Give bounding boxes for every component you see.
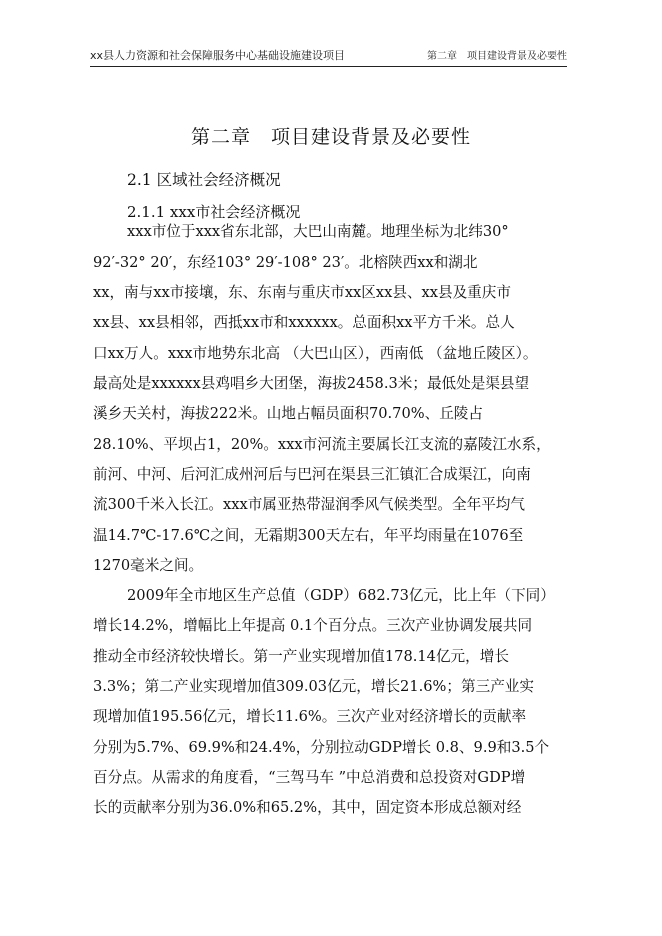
paragraph-line: 长的贡献率分别为36.0%和65.2%，其中，固定资本形成总额对经 <box>93 799 522 816</box>
header-project-title: xx县人力资源和社会保障服务中心基础设施建设项目 <box>90 49 346 62</box>
paragraph-line: xx县、xx县相邻，西抵xx市和xxxxxx。总面积xx平方千米。总人 <box>93 314 515 331</box>
paragraph-line: xx，南与xx市接壤，东、东南与重庆市xx区xx县、xx县及重庆市 <box>93 284 511 301</box>
paragraph-line: 口xx万人。xxx市地势东北高 （大巴山区），西南低 （盆地丘陵区）。 <box>93 345 538 362</box>
paragraph-line: 28.10%、平坝占1，20%。xxx市河流主要属长江支流的嘉陵江水系， <box>93 436 551 453</box>
paragraph-line: 前河、中河、后河汇成州河后与巴河在渠县三汇镇汇合成渠江，向南 <box>93 466 531 483</box>
header-chapter-title: 第二章 项目建设背景及必要性 <box>427 51 567 62</box>
paragraph-line: 2009年全市地区生产总值（GDP）682.73亿元，比上年（下同） <box>127 587 555 604</box>
paragraph-line: 分别为5.7%、69.9%和24.4%，分别拉动GDP增长 0.8、9.9和3.5个 <box>93 739 550 756</box>
paragraph-line: 增长14.2%，增幅比上年提高 0.1个百分点。三次产业协调发展共同 <box>93 617 533 634</box>
paragraph-line: 溪乡天关村，海拔222米。山地占幅员面积70.70%、丘陵占 <box>93 405 483 422</box>
paragraph-line: 推动全市经济较快增长。第一产业实现增加值178.14亿元，增长 <box>93 648 509 665</box>
chapter-title: 第二章 项目建设背景及必要性 <box>190 126 471 148</box>
paragraph-line: 3.3%；第二产业实现增加值309.03亿元，增长21.6%；第三产业实 <box>93 678 534 695</box>
paragraph-line: 1270毫米之间。 <box>93 557 204 574</box>
paragraph-line: xxx市位于xxx省东北部，大巴山南麓。地理坐标为北纬30° <box>127 223 509 240</box>
paragraph-line: 温14.7℃-17.6℃之间，无霜期300天左右，年平均雨量在1076至 <box>93 527 524 544</box>
paragraph-line: 流300千米入长江。xxx市属亚热带湿润季风气候类型。全年平均气 <box>93 496 525 513</box>
paragraph-line: 最高处是xxxxxx县鸡唱乡大团堡，海拔2458.3米；最低处是渠县望 <box>93 375 530 392</box>
paragraph-line: 现增加值195.56亿元，增长11.6%。三次产业对经济增长的贡献率 <box>93 708 527 725</box>
section-heading: 2.1 区域社会经济概况 <box>127 171 281 189</box>
subsection-heading: 2.1.1 xxx市社会经济概况 <box>127 203 301 221</box>
paragraph-line: 92′-32° 20′，东经103° 29′-108° 23′。北榕陕西xx和湖北 <box>93 254 478 271</box>
paragraph-line: 百分点。从需求的角度看，“三驾马车 ”中总消费和总投资对GDP增 <box>93 769 526 786</box>
running-header <box>90 44 567 67</box>
